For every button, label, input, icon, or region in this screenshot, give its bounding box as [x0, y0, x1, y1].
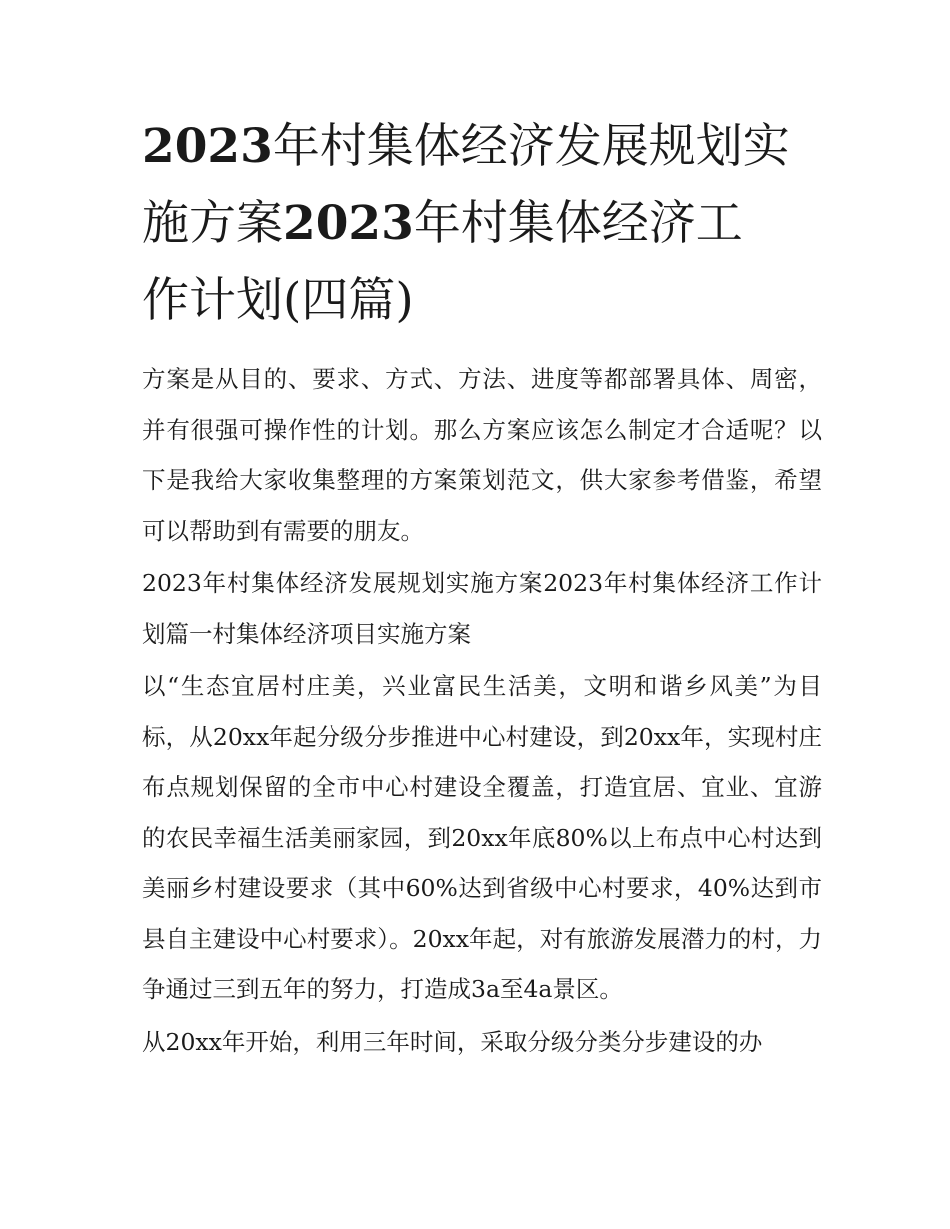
title-line-1	[142, 119, 790, 174]
intro-paragraph: 方案是从目的、要求、方式、方法、进度等都部署具体、周密，并有很强可操作性的计划。那么方案应该怎么制定才合适呢？以下是我给大家收集整理的方案策划范文，供大家参考借鉴，希望可以帮助到有需要的朋友。	[142, 365, 822, 545]
title-text-2: 施方案	[142, 196, 283, 251]
title-year-1: 2023	[142, 119, 273, 174]
document-title	[142, 108, 822, 339]
title-line-3: 作计划(四篇)	[142, 273, 414, 328]
title-line-2	[142, 196, 743, 251]
goal-paragraph: 以“生态宜居村庄美，兴业富民生活美，文明和谐乡风美”为目标，从20xx年起分级分步推进中心村建设，到20xx年，实现村庄布点规划保留的全市中心村建设全覆盖，打造宜居、宜业、宜游的农民幸福生活美丽家园，到20xx年底80%以上布点中心村达到美丽乡村建设要求（其中60%达到省级中心村要求，40%达到市县自主建设中心村要求）。20xx年起，对有旅游发展潜力的村，力争通过三到五年的努力，打造成3a至4a景区。	[142, 672, 822, 1003]
title-text-2b: 年村集体经济工	[413, 196, 743, 251]
document-page	[142, 108, 822, 1067]
section-heading-paragraph: 2023年村集体经济发展规划实施方案2023年村集体经济工作计划篇一村集体经济项目实施方案	[142, 569, 822, 648]
title-year-2: 2023	[283, 196, 414, 251]
title-text-1: 年村集体经济发展规划实	[272, 119, 790, 174]
plan-paragraph: 从20xx年开始，利用三年时间，采取分级分类分步建设的办	[142, 1027, 763, 1056]
